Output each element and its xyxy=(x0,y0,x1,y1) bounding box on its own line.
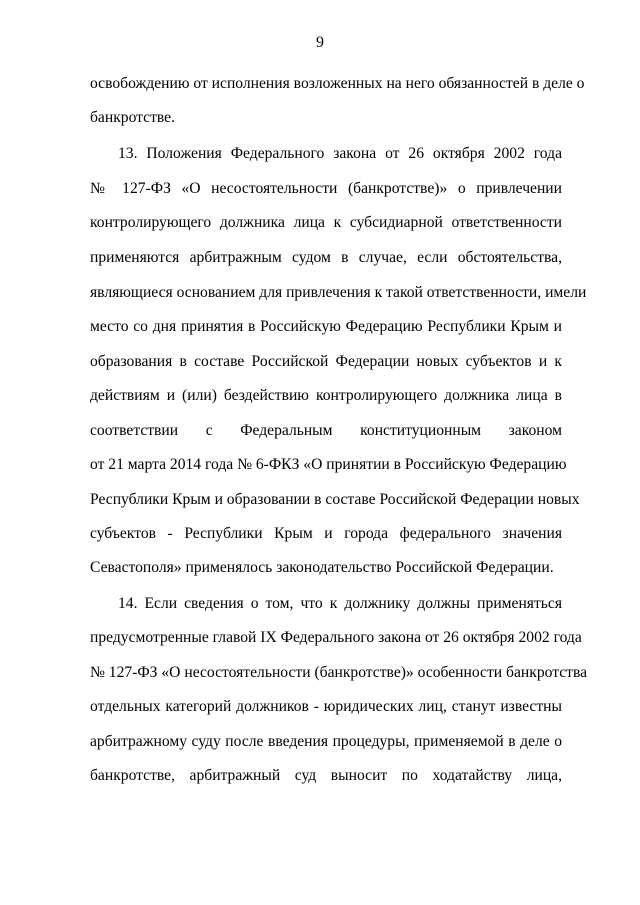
paragraph-13-start: 13. Положения Федерального закона от 26 октября 2002 года xyxy=(118,145,562,162)
text-line: № 127-ФЗ «О несостоятельности (банкротстве)» особенности банкротства xyxy=(90,664,588,681)
text-line: образования в составе Российской Федерации новых субъектов и к xyxy=(90,353,562,370)
text-line: являющиеся основанием для привлечения к такой ответственности, имели xyxy=(90,284,587,301)
text-line: контролирующего должника лица к субсидиарной ответственности xyxy=(90,214,562,231)
text-line: предусмотренные главой IX Федерального закона от 26 октября 2002 года xyxy=(90,629,582,646)
text-line: банкротстве, арбитражный суд выносит по ходатайству лица, xyxy=(90,767,562,784)
text-line: № 127-ФЗ «О несостоятельности (банкротстве)» о привлечении xyxy=(90,180,562,197)
text-line: арбитражному суду после введения процедуры, применяемой в деле о xyxy=(90,733,562,750)
text-line: отдельных категорий должников - юридических лиц, станут известны xyxy=(90,698,562,715)
text-line: Севастополя» применялось законодательство Российской Федерации. xyxy=(90,559,554,576)
text-line: место со дня принятия в Российскую Федерацию Республики Крым и xyxy=(90,318,562,335)
page-number: 9 xyxy=(316,34,324,51)
text-line: Республики Крым и образовании в составе Российской Федерации новых xyxy=(90,491,580,508)
paragraph-14-start: 14. Если сведения о том, что к должнику должны применяться xyxy=(118,595,562,612)
text-line: освобождению от исполнения возложенных на него обязанностей в деле о xyxy=(90,75,585,92)
text-line: банкротстве. xyxy=(90,109,175,126)
text-line: субъектов - Республики Крым и города федерального значения xyxy=(90,525,562,542)
text-line: применяются арбитражным судом в случае, если обстоятельства, xyxy=(90,249,562,266)
text-line: действиям и (или) бездействию контролирующего должника лица в xyxy=(90,387,562,404)
text-line: соответствии с Федеральным конституционным законом xyxy=(90,422,562,439)
text-line: от 21 марта 2014 года № 6-ФКЗ «О принятии в Российскую Федерацию xyxy=(90,456,567,473)
